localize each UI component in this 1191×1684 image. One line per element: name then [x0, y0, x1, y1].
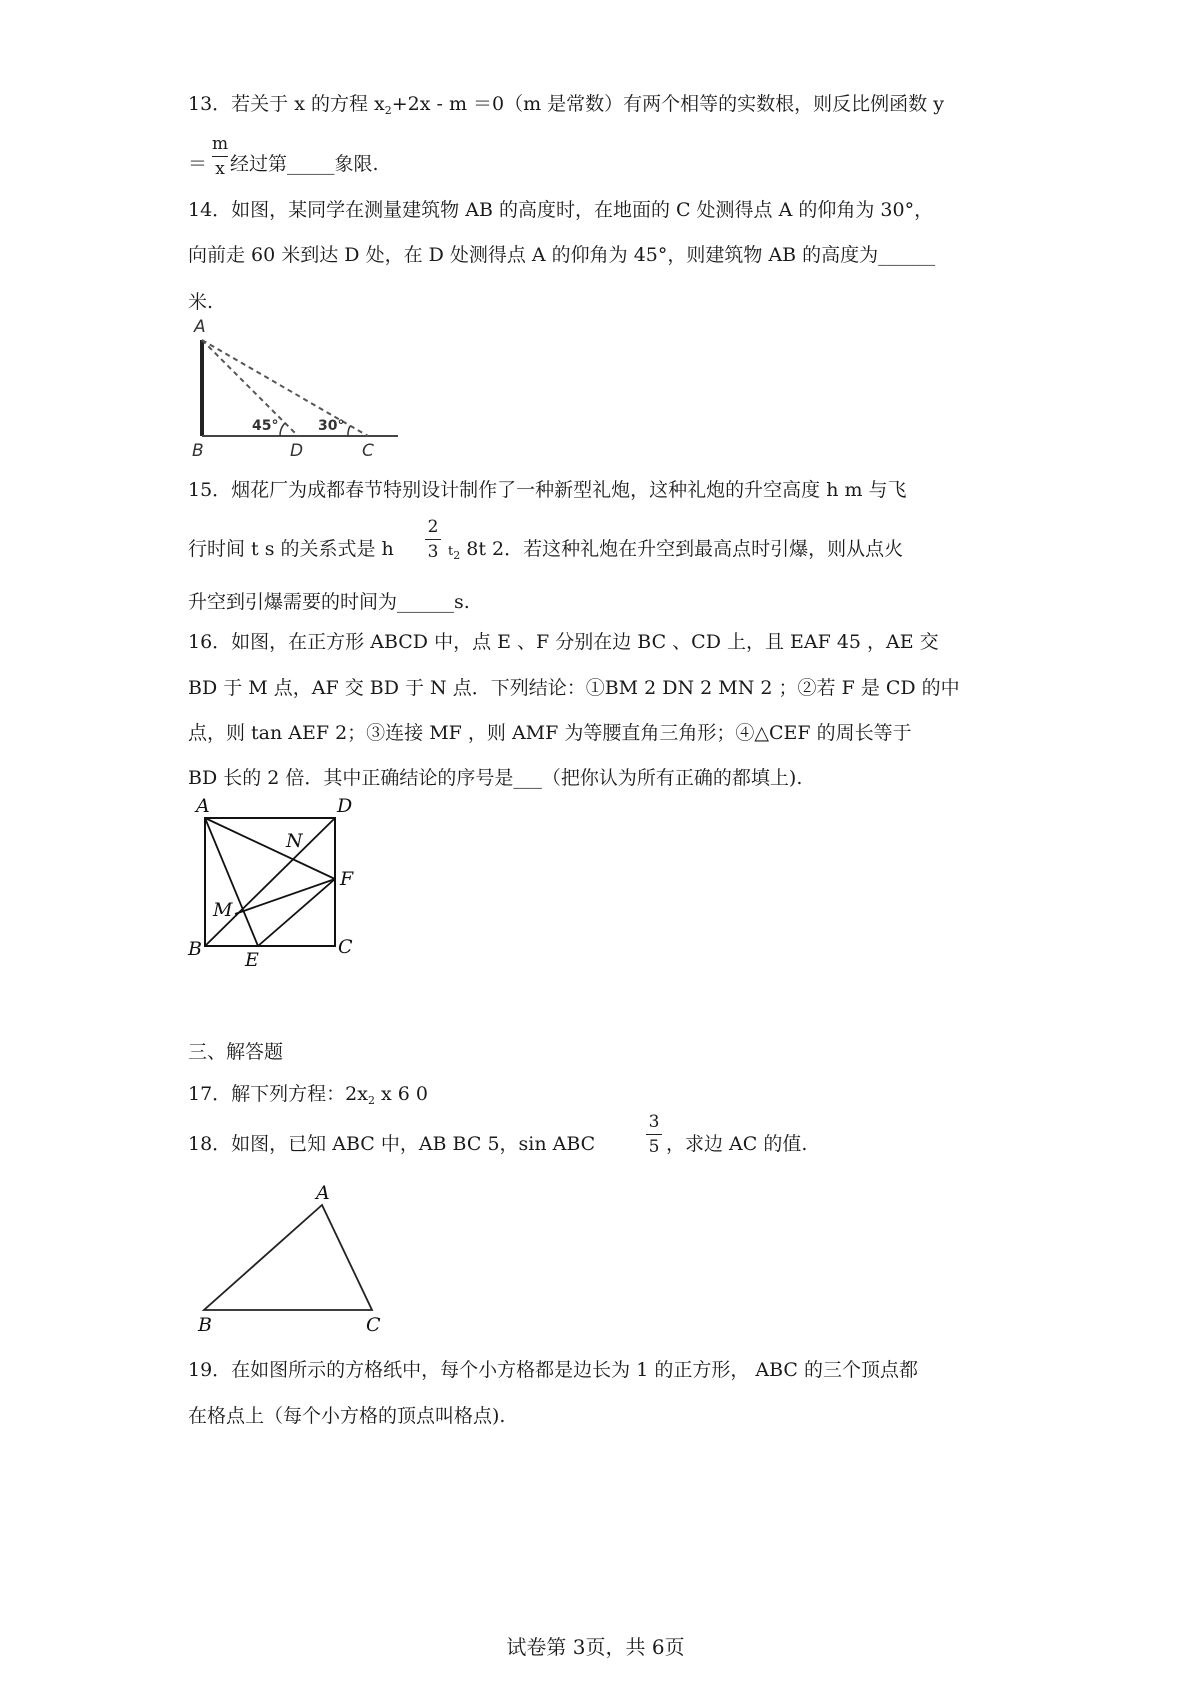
q14-angle-45: 45° [252, 418, 279, 434]
q16-label-b: B [188, 938, 202, 960]
q15-line2a: 行时间 t s 的关系式是 h [188, 538, 394, 560]
segment-ae [205, 818, 258, 946]
q14-angle-30: 30° [318, 418, 345, 434]
q14-label-b: B [192, 441, 204, 461]
q15-t-square: 2 [453, 549, 461, 562]
q14-line2: 向前走 60 米到达 D 处，在 D 处测得点 A 的仰角为 45°，则建筑物 AB 的高度为______ [188, 244, 936, 266]
section-heading: 三、解答题 [188, 1041, 284, 1063]
q13-fraction [212, 134, 228, 179]
q18-rest: ，求边 AC 的值. [666, 1133, 808, 1155]
q15-t: t [448, 544, 454, 559]
q13-frac-num: m [212, 134, 229, 154]
q17-line [188, 1082, 428, 1113]
q16-line1: 16．如图，在正方形 ABCD 中，点 E 、F 分别在边 BC 、CD 上，且 EAF 45 ，AE 交 [188, 631, 939, 653]
q16-line3: 点，则 tan AEF 2；③连接 MF ，则 AMF 为等腰直角三角形；④△CEF 的周长等于 [188, 722, 912, 744]
q16-line4: BD 长的 2 倍．其中正确结论的序号是___（把你认为所有正确的都填上). [188, 767, 803, 789]
q19-line1: 19．在如图所示的方格纸中，每个小方格都是边长为 1 的正方形， ABC 的三个顶点都 [188, 1359, 918, 1381]
q15-frac-num: 2 [427, 517, 439, 537]
q17-rest: x 6 0 [374, 1083, 428, 1105]
q17-square: 2 [367, 1094, 375, 1107]
q18-text: 18．如图，已知 ABC 中，AB BC 5，sin ABC [188, 1133, 596, 1155]
q18-label-b: B [198, 1314, 212, 1336]
q15-line2b [448, 537, 903, 568]
q15-frac-bar [425, 539, 441, 540]
q18-frac-num: 3 [648, 1112, 660, 1132]
segment-ef [258, 879, 335, 946]
diagonal-bd [205, 818, 335, 946]
q14-figure [190, 317, 430, 461]
q17-text: 17．解下列方程：2x [188, 1083, 368, 1105]
angle-arc-30 [348, 426, 350, 436]
q18-label-c: C [366, 1314, 381, 1336]
q16-label-c: C [338, 936, 353, 958]
q15-fraction [425, 517, 441, 562]
q18-frac-bar [646, 1134, 662, 1135]
segment-af [205, 818, 335, 879]
q18-frac-den: 5 [648, 1137, 660, 1157]
q13-line1 [188, 92, 944, 123]
q16-label-n: N [286, 830, 303, 852]
q13-text-a: 13．若关于 x 的方程 x [188, 93, 385, 115]
q14-line3: 米. [188, 291, 214, 313]
triangle-abc [204, 1205, 372, 1310]
q15-line1: 15．烟花厂为成都春节特别设计制作了一种新型礼炮，这种礼炮的升空高度 h m 与飞 [188, 479, 907, 501]
q19-line2: 在格点上（每个小方格的顶点叫格点). [188, 1405, 506, 1427]
q13-frac-den: x [215, 159, 225, 179]
q14-label-a: A [194, 317, 206, 337]
q14-label-d: D [290, 441, 304, 461]
q16-label-m: M [213, 899, 233, 921]
q16-line2: BD 于 M 点，AF 交 BD 于 N 点．下列结论：①BM 2 DN 2 MN 2 ；②若 F 是 CD 的中 [188, 677, 960, 699]
q13-text-b: +2x - m ＝0（m 是常数）有两个相等的实数根，则反比例函数 y [391, 93, 944, 115]
q16-label-e: E [245, 949, 259, 971]
q13-line2: 经过第_____象限. [230, 153, 379, 175]
q13-frac-bar [212, 156, 228, 157]
q18-figure [190, 1182, 410, 1336]
q14-line1: 14．如图，某同学在测量建筑物 AB 的高度时，在地面的 C 处测得点 A 的仰角为 30°， [188, 199, 934, 221]
q15-line3: 升空到引爆需要的时间为______s. [188, 591, 470, 613]
q15-frac-den: 3 [427, 542, 439, 562]
angle-arc-45 [280, 423, 285, 436]
q13-eq-sign: ＝ [188, 153, 208, 175]
q16-label-f: F [340, 868, 354, 890]
segment-mf [235, 879, 335, 914]
q15-line2c: 8t 2．若这种礼炮在升空到最高点时引爆，则从点火 [460, 538, 904, 560]
q18-fraction [646, 1112, 662, 1157]
q16-figure [180, 795, 380, 975]
q16-label-d: D [337, 795, 353, 817]
q18-label-a: A [316, 1182, 330, 1204]
q14-label-c: C [362, 441, 374, 461]
q13-square: 2 [384, 104, 392, 117]
q16-label-a: A [196, 795, 210, 817]
page-footer: 试卷第 3页，共 6页 [506, 1635, 685, 1659]
